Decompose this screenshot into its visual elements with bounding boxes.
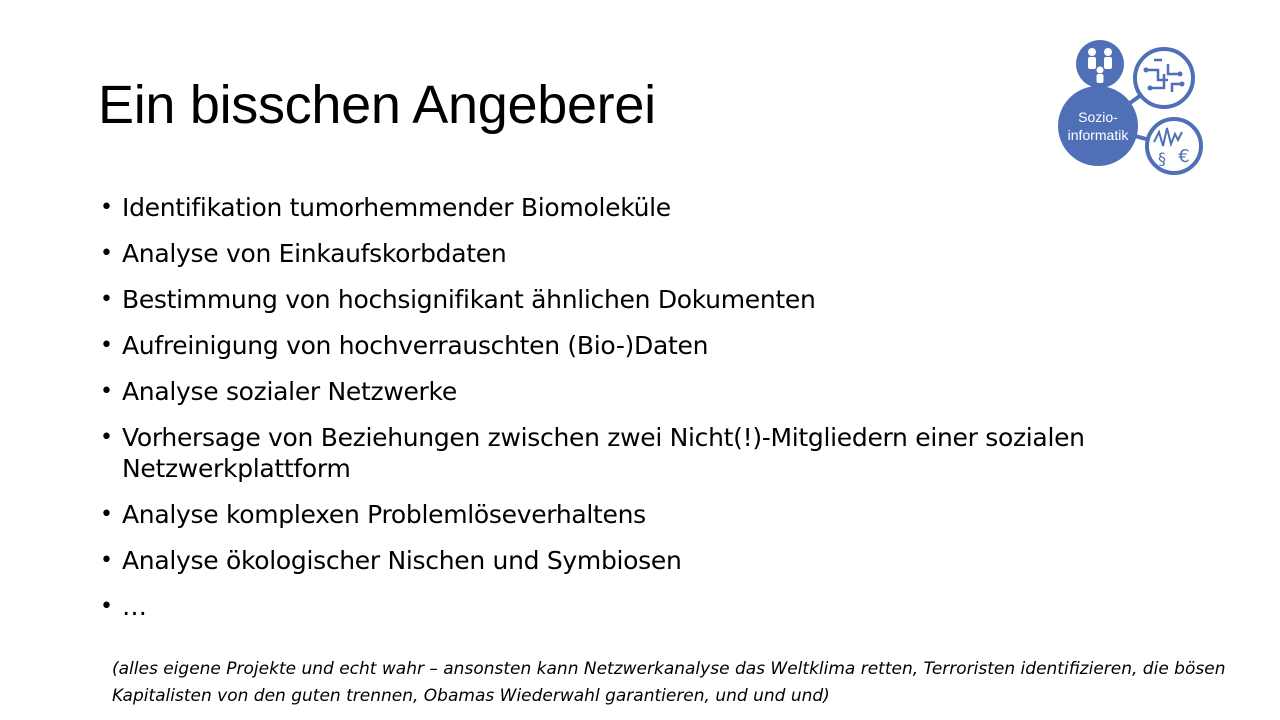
logo-main-circle: [1058, 86, 1138, 166]
bullet-text: Analyse komplexen Problemlöseverhaltens: [122, 500, 646, 529]
bullet-text: Analyse ökologischer Nischen und Symbiosen: [122, 546, 682, 575]
bullet-dot: •: [100, 333, 113, 358]
bullet-text: Aufreinigung von hochverrauschten (Bio-)Daten: [122, 331, 709, 360]
bullet-dot: •: [100, 594, 113, 619]
bullet-text: Vorhersage von Beziehungen zwischen zwei Nicht(!)-Mitgliedern einer sozialen Netzwerkplattform: [122, 423, 1085, 483]
people-network-icon: [1076, 40, 1124, 88]
bullet-text: Analyse sozialer Netzwerke: [122, 377, 457, 406]
bullet-dot: •: [100, 241, 113, 266]
bullet-dot: •: [100, 379, 113, 404]
list-item: [100, 330, 1180, 361]
bullet-dot: •: [100, 502, 113, 527]
logo-line1: Sozio-: [1078, 109, 1118, 125]
bullet-text: …: [122, 592, 147, 621]
bullet-list: [100, 192, 1180, 637]
svg-text:€: €: [1178, 146, 1190, 167]
list-item: [100, 422, 1180, 484]
list-item: [100, 238, 1180, 269]
bullet-text: Bestimmung von hochsignifikant ähnlichen Dokumenten: [122, 285, 816, 314]
bullet-dot: •: [100, 195, 113, 220]
list-item: [100, 376, 1180, 407]
list-item: [100, 284, 1180, 315]
list-item: [100, 545, 1180, 576]
bullet-dot: •: [100, 425, 113, 450]
circuit-board-icon: [1135, 49, 1193, 107]
bullet-text: Identifikation tumorhemmender Biomoleküle: [122, 193, 671, 222]
list-item: [100, 499, 1180, 530]
bullet-text: Analyse von Einkaufskorbdaten: [122, 239, 507, 268]
bullet-dot: •: [100, 287, 113, 312]
logo-line2: informatik: [1067, 127, 1129, 143]
finance-law-icon: [1147, 119, 1201, 173]
sozioinformatik-logo: [1050, 30, 1210, 180]
list-item: [100, 591, 1180, 622]
bullet-dot: •: [100, 548, 113, 573]
slide-title: Ein bisschen Angeberei: [98, 75, 656, 135]
footnote: (alles eigene Projekte und echt wahr – ansonsten kann Netzwerkanalyse das Weltklima retten, Terroristen identifizieren, die bösen Kapitalisten von den guten trennen, Obamas Wiederwahl garantieren, und und und): [112, 659, 1226, 706]
list-item: [100, 192, 1180, 223]
svg-text:§: §: [1158, 149, 1166, 168]
